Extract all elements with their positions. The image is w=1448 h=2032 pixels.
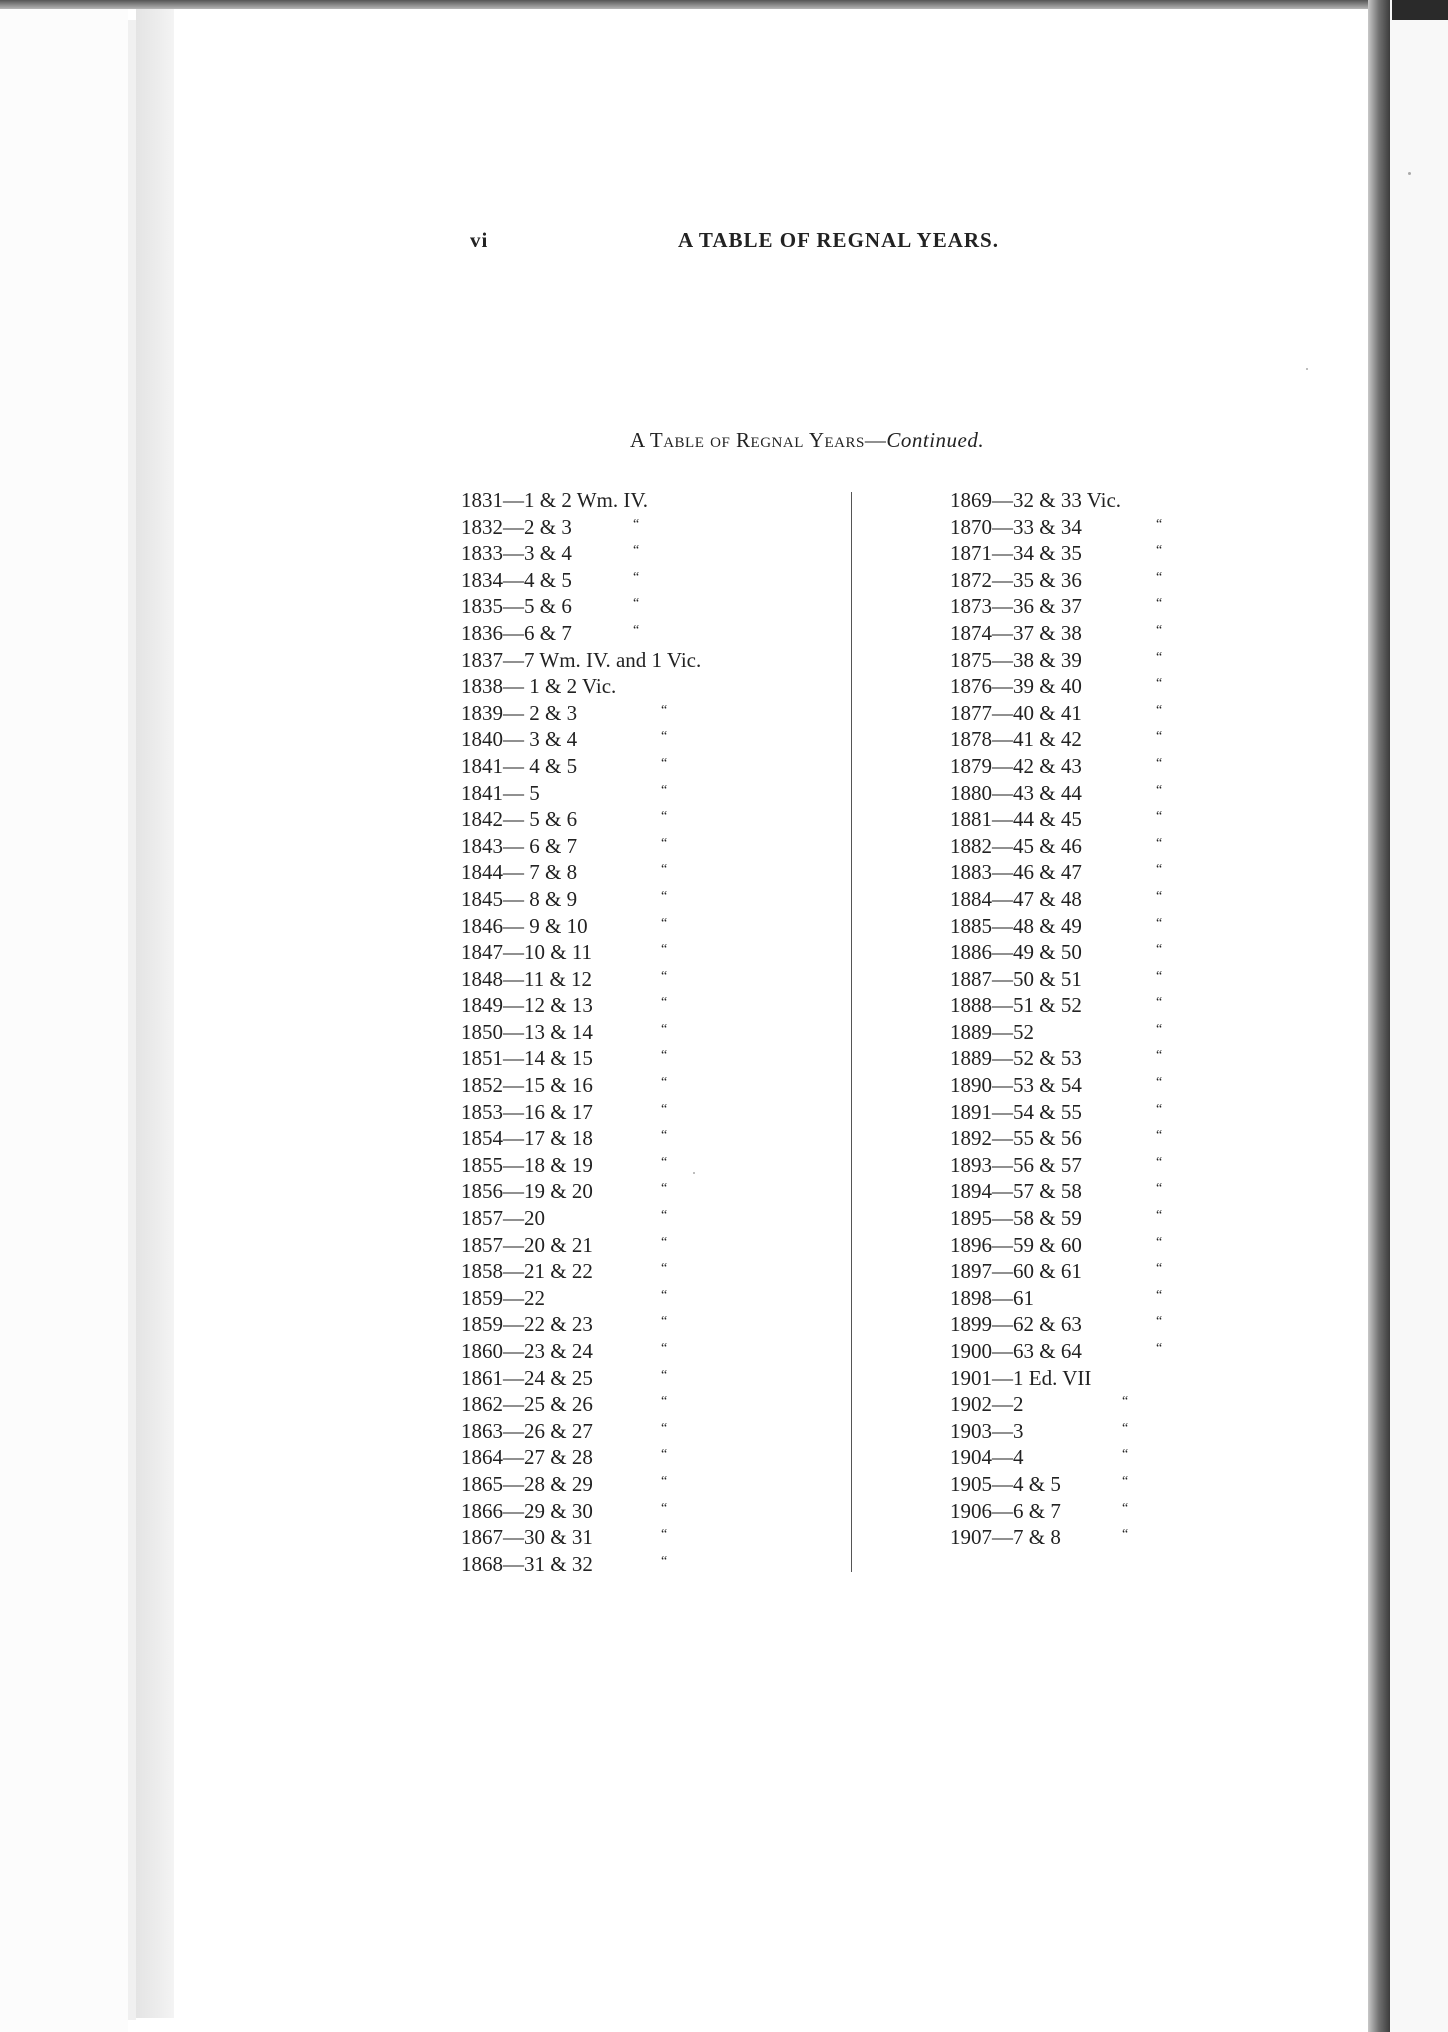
page-right-edge <box>1368 0 1390 2032</box>
ditto-mark: “ <box>661 1021 668 1037</box>
scan-background-left <box>0 0 128 2032</box>
regnal-entry: 1859—22 <box>461 1285 545 1310</box>
page-gutter-shadow <box>136 8 174 2018</box>
regnal-entry: 1894—57 & 58 <box>950 1179 1082 1204</box>
ditto-mark: “ <box>1156 1234 1163 1250</box>
regnal-entry: 1870—33 & 34 <box>950 514 1082 539</box>
scan-corner-shadow <box>1392 0 1448 20</box>
regnal-entry: 1863—26 & 27 <box>461 1418 593 1443</box>
ditto-mark: “ <box>661 1367 668 1383</box>
ditto-mark: “ <box>661 1181 668 1197</box>
regnal-entry: 1897—60 & 61 <box>950 1259 1082 1284</box>
regnal-entry: 1868—31 & 32 <box>461 1551 593 1576</box>
regnal-entry: 1885—48 & 49 <box>950 913 1082 938</box>
regnal-entry: 1831—1 & 2 Wm. IV. <box>461 488 649 512</box>
ditto-mark: “ <box>661 835 668 851</box>
regnal-entry: 1892—55 & 56 <box>950 1126 1082 1151</box>
ditto-mark: “ <box>1156 1048 1163 1064</box>
table-title <box>630 428 984 453</box>
running-head: A TABLE OF REGNAL YEARS. <box>678 228 999 252</box>
regnal-entry: 1841— 4 & 5 <box>461 753 578 778</box>
regnal-entry: 1849—12 & 13 <box>461 993 593 1018</box>
regnal-entry: 1875—38 & 39 <box>950 647 1082 672</box>
ditto-mark: “ <box>1156 729 1163 745</box>
ditto-mark: “ <box>633 596 640 612</box>
regnal-entry: 1844— 7 & 8 <box>461 860 578 885</box>
ditto-mark: “ <box>1122 1394 1129 1410</box>
regnal-entry: 1906—6 & 7 <box>950 1498 1061 1523</box>
regnal-entry: 1855—18 & 19 <box>461 1152 593 1177</box>
ditto-mark: “ <box>1156 942 1163 958</box>
ditto-mark: “ <box>1156 809 1163 825</box>
regnal-entry: 1848—11 & 12 <box>461 966 593 991</box>
regnal-entry: 1864—27 & 28 <box>461 1445 593 1470</box>
regnal-entry: 1838— 1 & 2 Vic. <box>461 674 617 699</box>
regnal-entry: 1861—24 & 25 <box>461 1365 593 1390</box>
regnal-entry: 1878—41 & 42 <box>950 727 1082 752</box>
regnal-entry: 1904—4 <box>950 1445 1024 1470</box>
ditto-mark: “ <box>633 569 640 585</box>
page-binding-edge <box>128 20 136 2020</box>
regnal-entry: 1896—59 & 60 <box>950 1232 1082 1257</box>
ditto-mark: “ <box>661 1128 668 1144</box>
regnal-entry: 1890—53 & 54 <box>950 1073 1082 1098</box>
regnal-entry: 1869—32 & 33 Vic. <box>950 488 1122 512</box>
ditto-mark: “ <box>1122 1500 1129 1516</box>
ditto-mark: “ <box>1156 1021 1163 1037</box>
ditto-mark: “ <box>661 782 668 798</box>
regnal-entry: 1862—25 & 26 <box>461 1392 593 1417</box>
ditto-mark: “ <box>661 1101 668 1117</box>
scan-top-shadow <box>0 0 1448 9</box>
ditto-mark: “ <box>633 622 640 638</box>
dust-speck <box>1408 172 1411 175</box>
ditto-mark: “ <box>1156 1208 1163 1224</box>
table-title-continued: Continued. <box>886 428 985 452</box>
ditto-mark: “ <box>661 1075 668 1091</box>
ditto-mark: “ <box>1156 569 1163 585</box>
regnal-entry: 1872—35 & 36 <box>950 567 1082 592</box>
ditto-mark: “ <box>661 702 668 718</box>
regnal-entry: 1842— 5 & 6 <box>461 807 578 832</box>
regnal-entry: 1877—40 & 41 <box>950 700 1082 725</box>
ditto-mark: “ <box>661 1500 668 1516</box>
regnal-entry: 1893—56 & 57 <box>950 1152 1082 1177</box>
dust-speck <box>1306 368 1308 370</box>
ditto-mark: “ <box>1156 862 1163 878</box>
regnal-entry: 1850—13 & 14 <box>461 1019 593 1044</box>
ditto-mark: “ <box>1122 1420 1129 1436</box>
regnal-entry: 1865—28 & 29 <box>461 1471 593 1496</box>
ditto-mark: “ <box>661 1420 668 1436</box>
ditto-mark: “ <box>661 755 668 771</box>
regnal-entry: 1887—50 & 51 <box>950 966 1082 991</box>
ditto-mark: “ <box>1156 622 1163 638</box>
regnal-entry: 1879—42 & 43 <box>950 753 1082 778</box>
regnal-entry: 1839— 2 & 3 <box>461 700 578 725</box>
regnal-entry: 1901—1 Ed. VII <box>950 1365 1092 1390</box>
regnal-entry: 1853—16 & 17 <box>461 1099 593 1124</box>
regnal-entry: 1866—29 & 30 <box>461 1498 593 1523</box>
ditto-mark: “ <box>1156 1075 1163 1091</box>
ditto-mark: “ <box>661 942 668 958</box>
ditto-mark: “ <box>1156 543 1163 559</box>
ditto-mark: “ <box>1122 1447 1129 1463</box>
regnal-entry: 1899—62 & 63 <box>950 1312 1082 1337</box>
regnal-entry: 1889—52 & 53 <box>950 1046 1082 1071</box>
ditto-mark: “ <box>661 1048 668 1064</box>
regnal-entry: 1889—52 <box>950 1019 1034 1044</box>
ditto-mark: “ <box>661 915 668 931</box>
regnal-entry: 1833—3 & 4 <box>461 541 572 566</box>
ditto-mark: “ <box>1156 782 1163 798</box>
table-title-main: A Table of Regnal Years <box>630 428 865 452</box>
regnal-entry: 1837—7 Wm. IV. and 1 Vic. <box>461 647 702 672</box>
ditto-mark: “ <box>661 729 668 745</box>
regnal-entry: 1867—30 & 31 <box>461 1525 593 1550</box>
dust-speck <box>693 1172 695 1174</box>
ditto-mark: “ <box>661 995 668 1011</box>
ditto-mark: “ <box>661 809 668 825</box>
regnal-entry: 1845— 8 & 9 <box>461 886 578 911</box>
ditto-mark: “ <box>633 543 640 559</box>
ditto-mark: “ <box>661 1154 668 1170</box>
regnal-entry: 1903—3 <box>950 1418 1024 1443</box>
ditto-mark: “ <box>1156 1101 1163 1117</box>
ditto-mark: “ <box>1122 1473 1129 1489</box>
ditto-mark: “ <box>1156 915 1163 931</box>
regnal-entry: 1900—63 & 64 <box>950 1339 1082 1363</box>
regnal-entry: 1841— 5 <box>461 780 540 805</box>
regnal-entry: 1857—20 <box>461 1206 545 1231</box>
regnal-entry: 1843— 6 & 7 <box>461 833 578 858</box>
ditto-mark: “ <box>661 1208 668 1224</box>
ditto-mark: “ <box>1156 516 1163 532</box>
ditto-mark: “ <box>661 1261 668 1277</box>
regnal-entry: 1882—45 & 46 <box>950 833 1082 858</box>
regnal-entry: 1852—15 & 16 <box>461 1073 593 1098</box>
regnal-entry: 1832—2 & 3 <box>461 514 572 539</box>
ditto-mark: “ <box>633 516 640 532</box>
ditto-mark: “ <box>661 888 668 904</box>
page-header <box>470 222 1090 262</box>
ditto-mark: “ <box>1156 1181 1163 1197</box>
regnal-entry: 1858—21 & 22 <box>461 1259 593 1284</box>
ditto-mark: “ <box>1156 1314 1163 1330</box>
regnal-entry: 1907—7 & 8 <box>950 1525 1061 1550</box>
ditto-mark: “ <box>661 1314 668 1330</box>
ditto-mark: “ <box>1156 596 1163 612</box>
ditto-mark: “ <box>1156 1287 1163 1303</box>
ditto-mark: “ <box>1156 1341 1163 1356</box>
ditto-mark: “ <box>661 1341 668 1356</box>
ditto-mark: “ <box>661 968 668 984</box>
regnal-entry: 1886—49 & 50 <box>950 940 1082 965</box>
regnal-entry: 1856—19 & 20 <box>461 1179 593 1204</box>
regnal-entry: 1834—4 & 5 <box>461 567 572 592</box>
ditto-mark: “ <box>1156 755 1163 771</box>
ditto-mark: “ <box>661 1447 668 1463</box>
regnal-entry: 1859—22 & 23 <box>461 1312 593 1337</box>
regnal-entry: 1888—51 & 52 <box>950 993 1082 1018</box>
ditto-mark: “ <box>1156 995 1163 1011</box>
regnal-entry: 1902—2 <box>950 1392 1024 1417</box>
scan-background-right <box>1390 0 1448 2032</box>
regnal-entry: 1851—14 & 15 <box>461 1046 593 1071</box>
regnal-entry: 1898—61 <box>950 1285 1034 1310</box>
regnal-entry: 1854—17 & 18 <box>461 1126 593 1151</box>
ditto-mark: “ <box>661 1394 668 1410</box>
regnal-entry: 1840— 3 & 4 <box>461 727 578 752</box>
table-title-dash: — <box>864 428 887 452</box>
regnal-entry: 1880—43 & 44 <box>950 780 1082 805</box>
book-page <box>174 8 1368 2020</box>
ditto-mark: “ <box>1156 649 1163 665</box>
ditto-mark: “ <box>661 862 668 878</box>
ditto-mark: “ <box>1156 1154 1163 1170</box>
ditto-mark: “ <box>1122 1527 1129 1543</box>
ditto-mark: “ <box>1156 835 1163 851</box>
regnal-entry: 1881—44 & 45 <box>950 807 1082 832</box>
ditto-mark: “ <box>1156 702 1163 718</box>
ditto-mark: “ <box>1156 888 1163 904</box>
ditto-mark: “ <box>661 1234 668 1250</box>
regnal-entry: 1876—39 & 40 <box>950 674 1082 699</box>
regnal-entry: 1905—4 & 5 <box>950 1471 1061 1496</box>
ditto-mark: “ <box>661 1287 668 1303</box>
ditto-mark: “ <box>1156 1128 1163 1144</box>
regnal-entry: 1873—36 & 37 <box>950 594 1082 619</box>
regnal-entry: 1836—6 & 7 <box>461 620 572 645</box>
regnal-entry: 1857—20 & 21 <box>461 1232 593 1257</box>
regnal-entry: 1895—58 & 59 <box>950 1206 1082 1231</box>
ditto-mark: “ <box>1156 676 1163 692</box>
column-divider <box>851 492 852 1572</box>
ditto-mark: “ <box>661 1553 668 1569</box>
ditto-mark: “ <box>1156 1261 1163 1277</box>
regnal-entry: 1860—23 & 24 <box>461 1339 593 1363</box>
regnal-entry: 1884—47 & 48 <box>950 886 1082 911</box>
regnal-entry: 1846— 9 & 10 <box>461 913 588 938</box>
regnal-entry: 1891—54 & 55 <box>950 1099 1082 1124</box>
regnal-entry: 1847—10 & 11 <box>461 940 593 965</box>
ditto-mark: “ <box>661 1527 668 1543</box>
regnal-entry: 1883—46 & 47 <box>950 860 1082 885</box>
page-number: vi <box>470 228 489 252</box>
regnal-entry: 1874—37 & 38 <box>950 620 1082 645</box>
ditto-mark: “ <box>661 1473 668 1489</box>
regnal-entry: 1871—34 & 35 <box>950 541 1082 566</box>
regnal-entry: 1835—5 & 6 <box>461 594 572 619</box>
ditto-mark: “ <box>1156 968 1163 984</box>
